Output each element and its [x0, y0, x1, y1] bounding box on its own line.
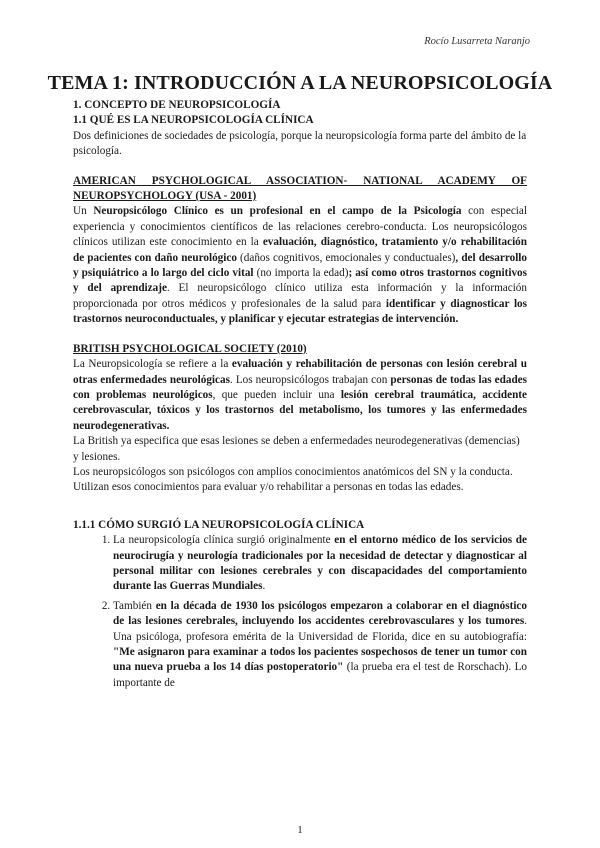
section-heading-1-1-1: 1.1.1 CÓMO SURGIÓ LA NEUROPSICOLOGÍA CLÍNICA — [73, 518, 365, 531]
spacer — [73, 496, 527, 518]
apa-paragraph — [73, 204, 527, 327]
page-title: TEMA 1: INTRODUCCIÓN A LA NEUROPSICOLOGÍA — [47, 72, 553, 94]
bps-text-2: . Los neuropsicólogos trabajan con — [229, 373, 391, 386]
item1-text-1: La neuropsicología clínica surgió originalmente — [113, 534, 335, 547]
apa-bold-5: identificar y diagnosticar los trastornos neuroconductuales, y planificar y ejecutar estrategias de intervención. — [73, 297, 527, 326]
item1-bold-1: en el entorno médico de los servicios de neurocirugía y neurología tradicionales por la necesidad de detectar y diagnosticar al personal militar con lesiones cerebrales y con discapacidades del comportamiento durante las Guerras Mundiales — [113, 534, 527, 593]
bps-heading: BRITISH PSYCHOLOGICAL SOCIETY (2010) — [73, 342, 307, 355]
item2-bold-1: en la década de 1930 los psicólogos empezaron a colaborar en el diagnóstico de las lesiones cerebrales, incluyendo los accidentes cerebrovasculares y los tumores — [113, 599, 527, 628]
section-heading-1-1: 1.1 QUÉ ES LA NEUROPSICOLOGÍA CLÍNICA — [73, 114, 314, 127]
item2-text-3: (la prueba era el test de Rorschach). Lo importante de — [113, 661, 527, 689]
apa-bold-1: Neuropsicólogo Clínico es un profesional en el campo de la Psicología — [93, 205, 462, 218]
spacer — [73, 328, 527, 342]
bps-text-3: , que pueden incluir una — [212, 388, 341, 401]
page-number: 1 — [297, 824, 303, 836]
bps-paragraph-2: La British ya especifica que esas lesiones se deben a enfermedades neurodegenerativas (demencias) y lesiones. — [73, 435, 520, 463]
apa-text-4: (no importa la edad) — [253, 267, 349, 280]
apa-text-2: con especial experiencia y conocimientos científicos de las relaciones cerebro-conducta. Los neuropsicólogos clínicos utilizan este conocimiento en la — [73, 205, 527, 249]
item2-text-2: . Una psicóloga, profesora emérita de la Universidad de Florida, dice en su autobiografía: — [113, 615, 527, 643]
item2-text-1: También — [113, 599, 156, 612]
intro-paragraph: Dos definiciones de sociedades de psicología, porque la neuropsicología forma parte del ámbito de la psicología. — [73, 129, 527, 158]
bps-bold-1: evaluación y rehabilitación de personas con lesión cerebral u otras enfermedades neurológicas — [73, 358, 527, 386]
item1-text-2: . — [262, 580, 266, 593]
origins-list — [73, 533, 527, 691]
apa-text-3: (daños cognitivos, emocionales y conductuales) — [236, 251, 456, 264]
bps-paragraph-3: Los neuropsicólogos son psicólogos con amplios conocimientos anatómicos del SN y la conducta. Utilizan esos conocimientos para evaluar y/o rehabilitar a personas en todas las edades. — [73, 465, 513, 494]
document-body — [73, 98, 527, 695]
bps-paragraph — [73, 357, 527, 434]
item2-bold-2: "Me asignaron para examinar a todos los pacientes sospechosos de tener un tumor con una nueva prueba a los 14 días postoperatorio" — [113, 646, 527, 674]
bps-text-1: La Neuropsicología se refiere a la — [73, 358, 232, 371]
apa-heading-line1: AMERICAN PSYCHOLOGICAL ASSOCIATION- NATIONAL ACADEMY OF — [73, 174, 527, 187]
author-name: Rocío Lusarreta Naranjo — [424, 36, 530, 47]
apa-heading-line2: NEUROPSYCHOLOGY (USA - 2001) — [73, 190, 257, 203]
apa-bold-2: evaluación, diagnóstico, tratamiento y/o rehabilitación de pacientes con daño neurológico — [73, 236, 527, 264]
bps-bold-3: lesión cerebral traumática, accidente cerebrovascular, tóxicos y los trastornos del metabolismo, los tumores y las enfermedades neurodegenerativas. — [73, 388, 527, 432]
list-item — [113, 599, 527, 691]
list-item — [113, 533, 527, 595]
bps-bold-2: personas de todas las edades con problemas neurológicos — [73, 373, 527, 401]
apa-bold-4: ; así como otros trastornos cognitivos y del aprendizaje — [73, 267, 527, 295]
apa-bold-3: , del desarrollo y psiquiátrico a lo largo del ciclo vital — [73, 251, 528, 280]
section-heading-1: 1. CONCEPTO DE NEUROPSICOLOGÍA — [73, 99, 281, 111]
spacer — [73, 160, 527, 174]
apa-text-1: Un — [73, 205, 94, 218]
apa-text-5: . El neuropsicólogo clínico utiliza esta información y la información proporcionada por otros médicos y profesionales de la salud para — [73, 282, 527, 310]
